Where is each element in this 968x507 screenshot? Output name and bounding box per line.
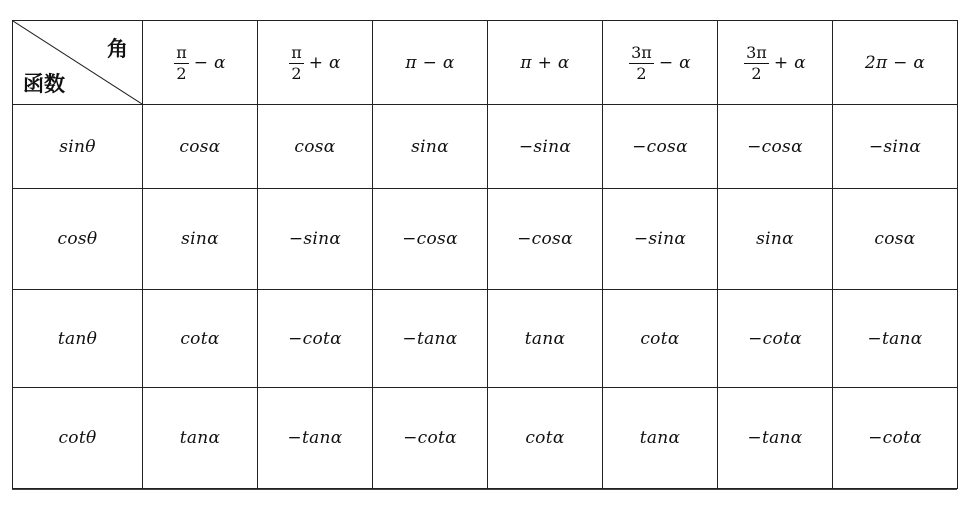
table-cell: tanα bbox=[603, 388, 718, 489]
col-rest: − α bbox=[193, 53, 226, 73]
col-den: 2 bbox=[751, 63, 762, 83]
col-num: π bbox=[176, 42, 187, 62]
col-num: 3π bbox=[746, 42, 767, 62]
table-cell: −cosα bbox=[718, 105, 833, 189]
table-cell: sinα bbox=[718, 189, 833, 290]
table-cell: −sinα bbox=[833, 105, 958, 189]
table-cell: −cosα bbox=[488, 189, 603, 290]
table-cell: cosα bbox=[833, 189, 958, 290]
table-cell: −sinα bbox=[603, 189, 718, 290]
table-cell: sinα bbox=[373, 105, 488, 189]
col-header bbox=[258, 21, 373, 105]
col-num: 3π bbox=[631, 42, 652, 62]
table-cell: tanα bbox=[143, 388, 258, 489]
col-num: π bbox=[291, 42, 302, 62]
header-row bbox=[13, 21, 958, 105]
table-cell: cotα bbox=[488, 388, 603, 489]
table-cell: −cotα bbox=[833, 388, 958, 489]
col-header bbox=[833, 21, 958, 105]
table-row bbox=[13, 189, 958, 290]
table-cell: cosα bbox=[258, 105, 373, 189]
table-row bbox=[13, 388, 958, 489]
row-label: cotθ bbox=[13, 388, 143, 489]
col-header bbox=[488, 21, 603, 105]
col-text: π − α bbox=[405, 52, 455, 73]
col-den: 2 bbox=[636, 63, 647, 83]
table-cell: −tanα bbox=[373, 290, 488, 388]
bottom-rule bbox=[12, 489, 957, 490]
table-cell: −tanα bbox=[718, 388, 833, 489]
table-cell: sinα bbox=[143, 189, 258, 290]
table-cell: −tanα bbox=[833, 290, 958, 388]
col-text: π + α bbox=[520, 52, 570, 73]
table-cell: cosα bbox=[143, 105, 258, 189]
table-cell: −tanα bbox=[258, 388, 373, 489]
col-text: 2π − α bbox=[864, 52, 926, 73]
table-cell: −cotα bbox=[373, 388, 488, 489]
row-label: tanθ bbox=[13, 290, 143, 388]
table-row bbox=[13, 290, 958, 388]
table-cell: −cosα bbox=[603, 105, 718, 189]
col-rest: − α bbox=[658, 53, 691, 73]
function-heading: 函数 bbox=[23, 72, 65, 96]
col-den: 2 bbox=[291, 63, 302, 83]
col-rest: + α bbox=[308, 53, 341, 73]
table-row bbox=[13, 105, 958, 189]
table-cell: −cotα bbox=[718, 290, 833, 388]
table-cell: tanα bbox=[488, 290, 603, 388]
table-cell: −cosα bbox=[373, 189, 488, 290]
table-cell: cotα bbox=[603, 290, 718, 388]
corner-cell bbox=[13, 21, 143, 105]
trig-reduction-table bbox=[12, 20, 958, 489]
col-header bbox=[603, 21, 718, 105]
table-cell: cotα bbox=[143, 290, 258, 388]
table-cell: −sinα bbox=[488, 105, 603, 189]
col-rest: + α bbox=[773, 53, 806, 73]
col-header bbox=[718, 21, 833, 105]
col-header bbox=[143, 21, 258, 105]
col-den: 2 bbox=[176, 63, 187, 83]
table-cell: −sinα bbox=[258, 189, 373, 290]
row-label: cosθ bbox=[13, 189, 143, 290]
angle-heading: 角 bbox=[107, 37, 128, 61]
table-cell: −cotα bbox=[258, 290, 373, 388]
row-label: sinθ bbox=[13, 105, 143, 189]
col-header bbox=[373, 21, 488, 105]
